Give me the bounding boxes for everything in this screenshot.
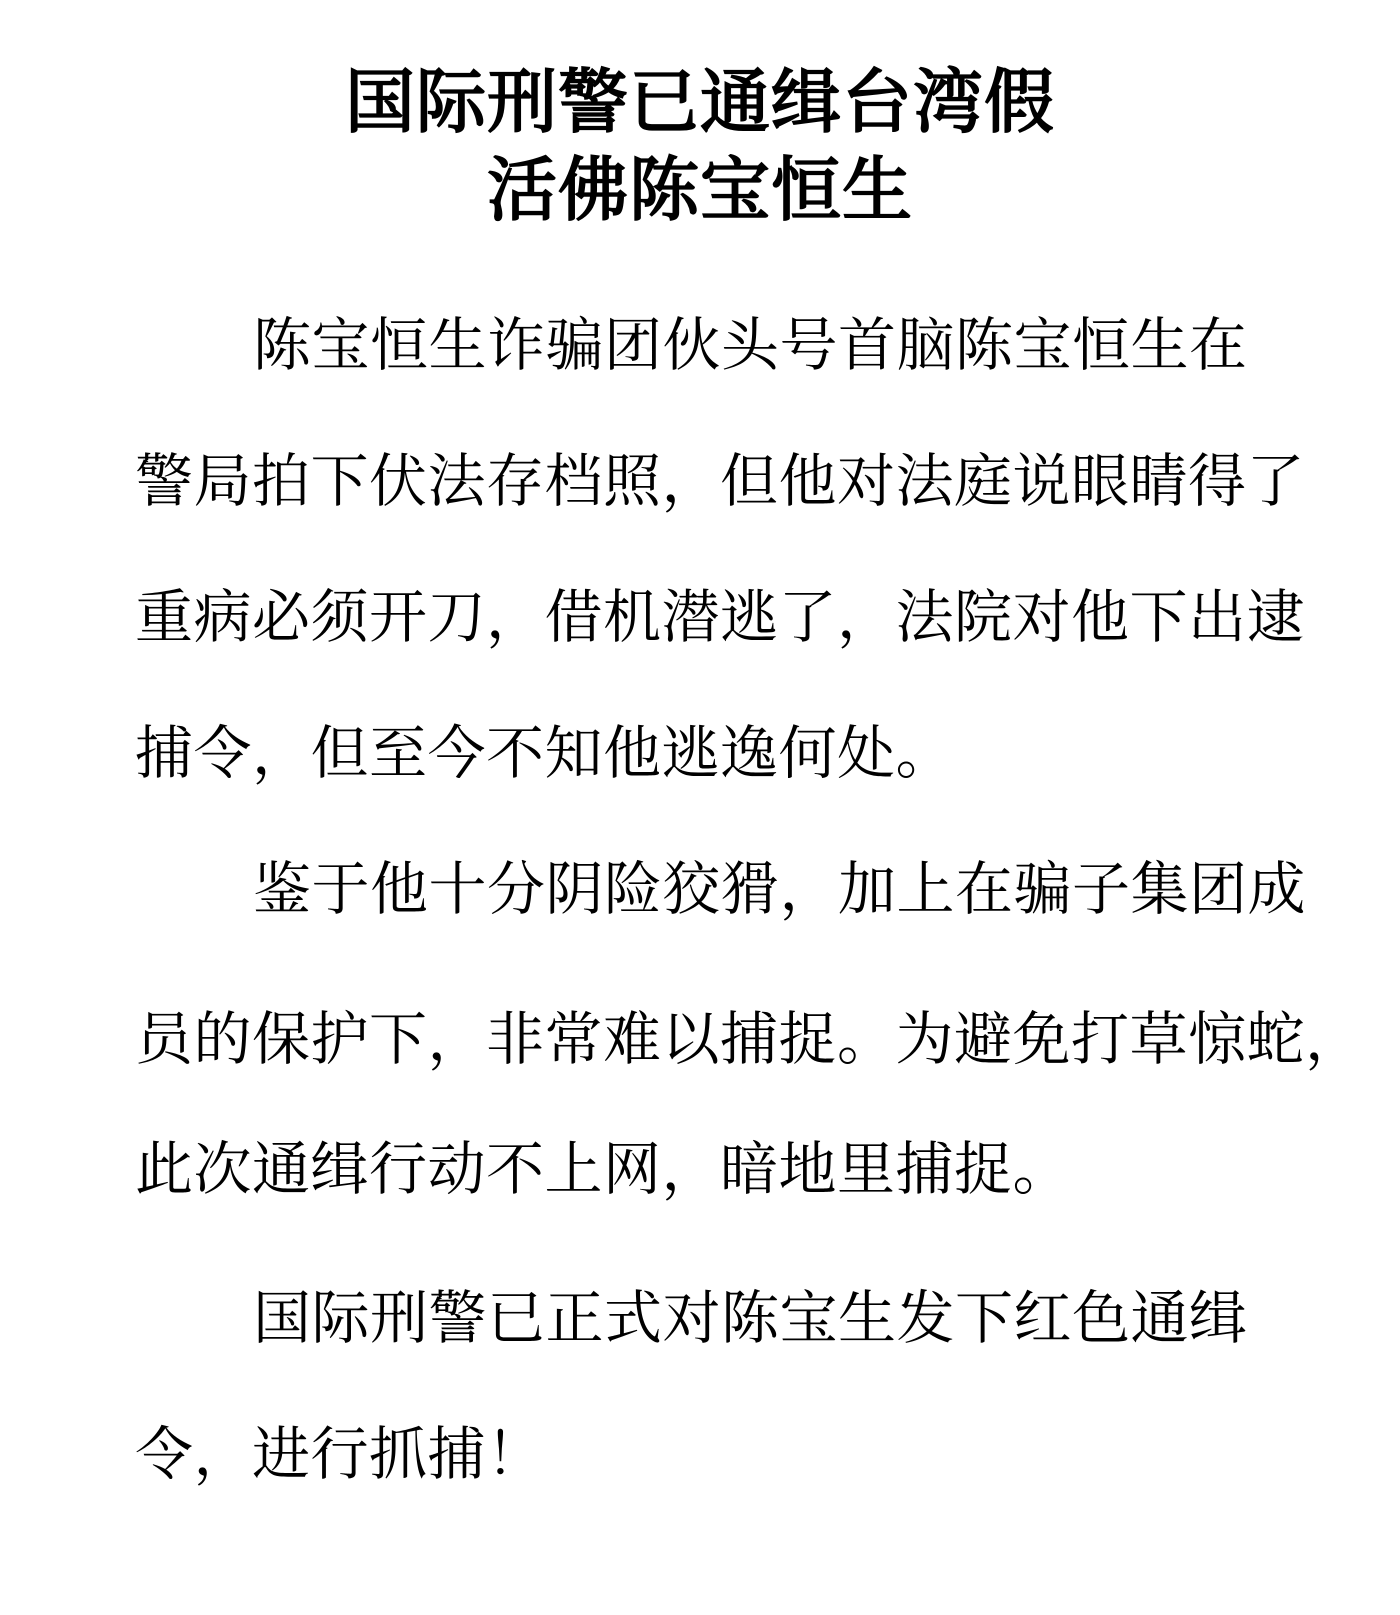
paragraph-2-line-3: 此次通缉行动不上网，暗地里捕捉。 (135, 1135, 1072, 1203)
paragraph-1-line-3: 重病必须开刀，借机潜逃了，法院对他下出逮 (135, 583, 1306, 651)
paragraph-1-line-4: 捕令，但至今不知他逃逸何处。 (135, 719, 955, 787)
paragraph-2-line-1: 鉴于他十分阴险狡猾，加上在骗子集团成 (253, 855, 1307, 923)
paragraph-2-line-2: 员的保护下，非常难以捕捉。为避免打草惊蛇， (135, 1005, 1364, 1073)
paragraph-3-line-1: 国际刑警已正式对陈宝生发下红色通缉 (253, 1284, 1248, 1352)
paragraph-1-line-2: 警局拍下伏法存档照，但他对法庭说眼睛得了 (135, 447, 1306, 515)
paragraph-1-line-1: 陈宝恒生诈骗团伙头号首脑陈宝恒生在 (253, 311, 1248, 379)
paragraph-3-line-2: 令，进行抓捕！ (135, 1420, 545, 1488)
title-line-2: 活佛陈宝恒生 (487, 149, 913, 231)
title-line-1: 国际刑警已通缉台湾假 (345, 61, 1055, 143)
